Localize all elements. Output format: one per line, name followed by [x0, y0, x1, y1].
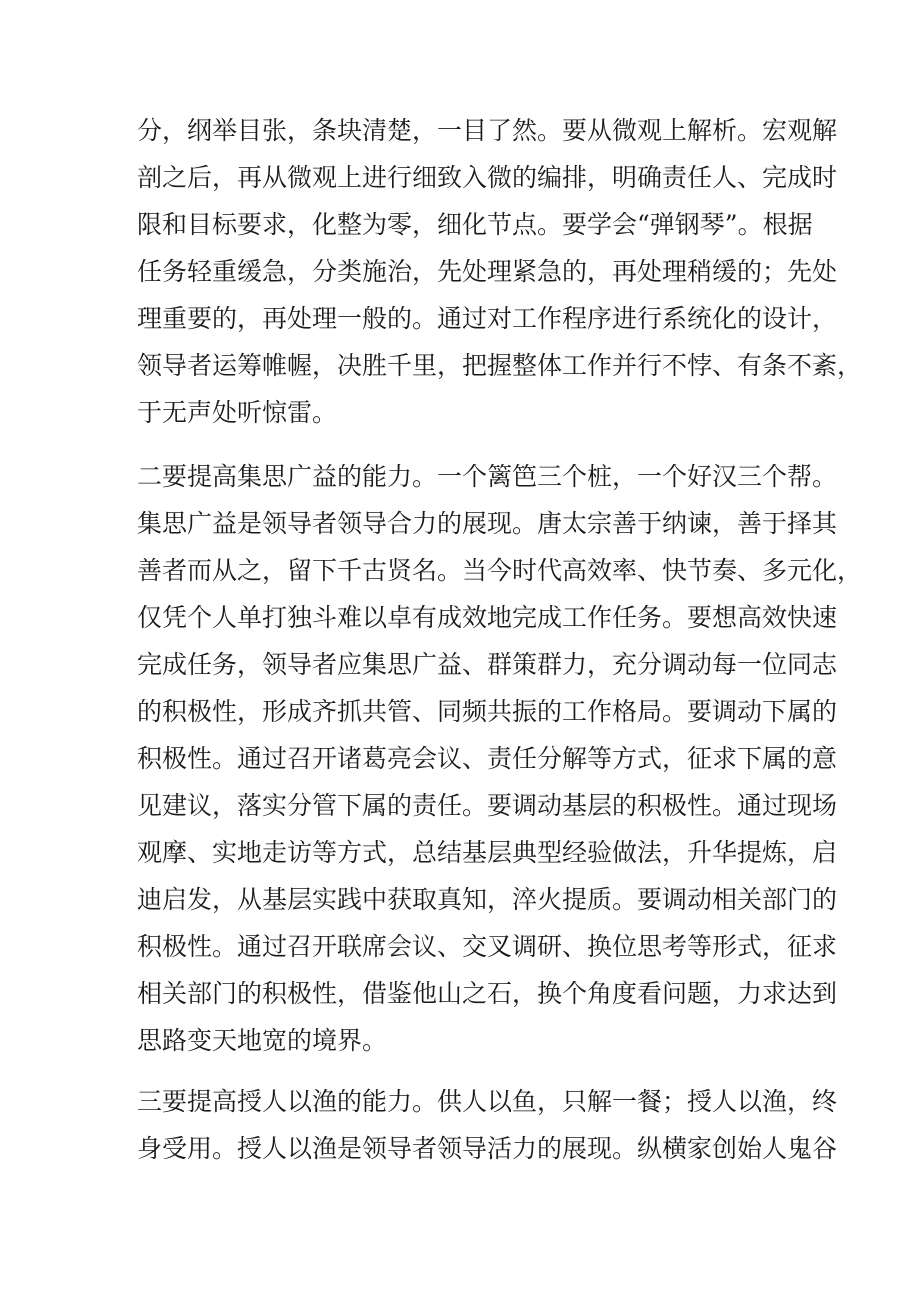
paragraph-1-line: 理重要的，再处理一般的。通过对工作程序进行系统化的设计，	[137, 304, 838, 333]
paragraph-3-line: 身受用。授人以渔是领导者领导活力的展现。纵横家创始人鬼谷	[137, 1134, 838, 1163]
paragraph-1-line: 分，纲举目张，条块清楚，一目了然。要从微观上解析。宏观解	[137, 116, 838, 145]
paragraph-2-line: 完成任务，领导者应集思广益、群策群力，充分调动每一位同志	[137, 650, 838, 679]
paragraph-2-line: 观摩、实地走访等方式，总结基层典型经验做法，升华提炼，启	[137, 838, 838, 867]
paragraph-2-line: 的积极性，形成齐抓共管、同频共振的工作格局。要调动下属的	[137, 697, 838, 726]
paragraph-2-line: 善者而从之，留下千古贤名。当今时代高效率、快节奏、多元化，	[137, 556, 863, 585]
paragraph-2-line: 集思广益是领导者领导合力的展现。唐太宗善于纳谏，善于择其	[137, 509, 838, 538]
paragraph-2-line: 相关部门的积极性，借鉴他山之石，换个角度看问题，力求达到	[137, 979, 838, 1008]
paragraph-2-line: 积极性。通过召开诸葛亮会议、责任分解等方式，征求下属的意	[137, 744, 838, 773]
paragraph-2-line: 见建议，落实分管下属的责任。要调动基层的积极性。通过现场	[137, 791, 838, 820]
paragraph-1-line: 于无声处听惊雷。	[137, 398, 338, 427]
paragraph-3-line: 三要提高授人以渔的能力。供人以鱼，只解一餐；授人以渔，终	[137, 1087, 838, 1116]
paragraph-2-line: 仅凭个人单打独斗难以卓有成效地完成工作任务。要想高效快速	[137, 603, 838, 632]
paragraph-1-line: 限和目标要求，化整为零，细化节点。要学会“弹钢琴”。根据	[137, 210, 813, 239]
paragraph-2-line: 积极性。通过召开联席会议、交叉调研、换位思考等形式，征求	[137, 932, 838, 961]
paragraph-2-line: 迪启发，从基层实践中获取真知，淬火提质。要调动相关部门的	[137, 885, 838, 914]
paragraph-2-line: 思路变天地宽的境界。	[137, 1026, 388, 1055]
paragraph-1-line: 任务轻重缓急，分类施治，先处理紧急的，再处理稍缓的；先处	[137, 257, 838, 286]
paragraph-1-line: 剖之后，再从微观上进行细致入微的编排，明确责任人、完成时	[137, 163, 838, 192]
paragraph-1-line: 领导者运筹帷幄，决胜千里，把握整体工作并行不悖、有条不紊，	[137, 351, 863, 380]
paragraph-2-line: 二要提高集思广益的能力。一个篱笆三个桩，一个好汉三个帮。	[137, 462, 838, 491]
